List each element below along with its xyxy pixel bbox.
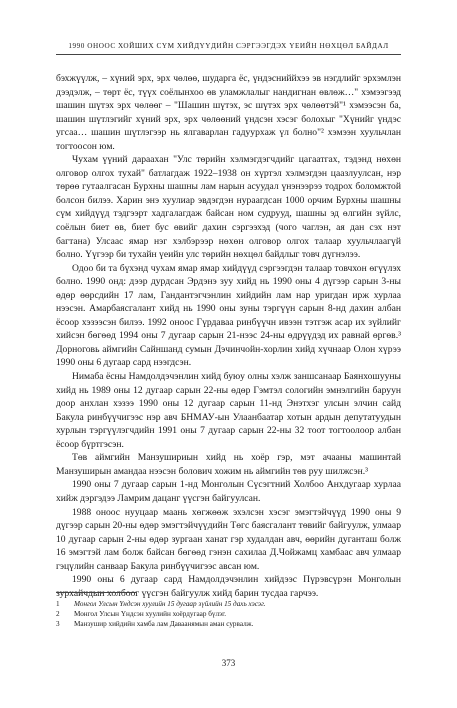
footnote	[56, 610, 401, 620]
paragraph: 1990 оны 6 дугаар сард Намдолдэчэнлин хийдээс Пүрэвсүрэн Монголын зурхайчдын холбоог үүсгэн байгуулж хийд барин тусдаа гарчээ.	[56, 574, 401, 599]
footnote-number: 3	[56, 619, 60, 628]
footnote-number: 2	[56, 609, 60, 618]
footnote	[56, 620, 401, 630]
footnote-text: Манзушир хийдийн хамба лам Даваанямын аман сурвалж.	[74, 619, 254, 628]
paragraph: 1990 оны 7 дугаар сарын 1-нд Монголын Сүсэгтний Холбоо Анхдугаар хурлаа хийж дэргэдээ Ламрим дацанг үүсгэн байгуулсан.	[56, 479, 401, 504]
header-rule	[56, 54, 401, 55]
footnote-text: Монгол Улсын Үндсэн хуулийн 15 дугаар зүйлийн 15 дахь хэсэг.	[74, 600, 266, 608]
page-number: 373	[221, 658, 236, 668]
paragraph: Чухам үүний дараахан "Улс төрийн хэлмэгдэгчдийг цагаатгах, тэдэнд нөхөн олговор олгох тухай" батлагдаж 1922–1938 он хүртэл хэлмэгдэн цаазлуулсан, нэр төрөө гутаалгасан Бурхны шашны лам нарын асуудал үнэнээрээ тодрох боломжтой болсон билээ. Харин энэ хуулиар эвдэгдэн нураагдсан 1000 орчим Бурхны шашны сүм хийдүүд тэдгээрт хадгалагдаж байсан ном судрууд, шашны эд өлгийн зүйлс, соёлын биет өв, биет бус өвийг дахин сэргээхэд (чого чаглэн, ая дан сэх нэт багтана) Улсаас ямар нэг хэлбэрээр нөхөн олговор олгох талаар хуульчлаагүй болно. Үүгээр би тухайн үеийн улс төрийн нөхцөл байдлыг товч дүгнэлээ.	[56, 154, 401, 261]
footnote-rule	[56, 592, 136, 593]
paragraph-continuation: бэхжүүлж, – хүний эрх, эрх чөлөө, шударга ёс, үндэсниййхээ эв нэгдлийг эрхэмлэн дээдэлж, – төрт ёс, түүх соёлынхоо өв уламжлалыг нандигнан өвлөж…" хэмээгээд шашин шүтэх эрх чөлөөг – "Шашин шүтэх, эс шүтэх эрх чөлөөтэй"¹ хэмээсэн ба, шашин шүтлэгийг хүний эрх, эрх чөлөөний үндсэн хэсэг болохыг "Хүнийг үндэс угсаа… шашин шүтлэгээр нь ялгаварлан гадуурхаж үл болно"² хэмээн хуульчлан тогтоосон юм.	[56, 73, 401, 152]
footnote-text: Монгол Улсын Үндсэн хуулийн хоёрдугаар бүлэг.	[74, 609, 227, 618]
running-header: 1990 ОНООС ХОЙШИХ СҮМ ХИЙДҮҮДИЙН СЭРГЭЭГДЭХ ҮЕИЙН НӨХЦӨЛ БАЙДАЛ	[68, 42, 389, 50]
footnotes	[56, 600, 401, 629]
paragraph: Нимаба ёсны Намдолдэчэнлин хийд буюу олны хэлж заншсанаар Баянхошууны хийд нь 1989 оны 12 дугаар сарын 22-ны өдөр Гэмтэл сологийн эмнэлгийн баруун доор анхлан хэзээ 1990 оны 12 дугаар сарын 11-нд Энэтхэг улсын элчин сайд Бакула ринбүүчигээс нэр авч БНМАУ-ын Улаанбаатар хотын ардын депутатуудын хурлын тэргүүлэгчдийн 1991 оны 7 дугаар сарын 22-ны 32 тоот тогтоолоор албан ёсоор бүртгэсэн.	[56, 371, 401, 450]
paragraph: Төв аймгийн Манзушириын хийд нь хоёр гэр, мэт ачааны машинтай Манзуширын амандаа нээсэн болович хожим нь аймгийн төв руу шилжсэн.³	[56, 452, 401, 477]
footnote-number: 1	[56, 600, 60, 608]
footnote	[56, 600, 401, 610]
paragraph: Одоо би та бүхэнд чухам ямар ямар хийдүүд сэргээгдэн талаар товчхон өгүүлэх болно. 1990 онд: дээр дурдсан Эрдэнэ зуу хийд нь 1990 оны 4 дүгээр сарын 3-ны өдөр өөрсдийн 17 лам, Гандантэгчэнлин хийдийн лам нар уригдан ирж хурлаа нээсэн. Амарбаясгалант хийд нь 1990 оны зуны тэргүүн сарын 8-нд дахин албан ёсоор хэзээсэн билээ. 1992 оноос Гүрдаваа ринбүүчн ивээн тэтгэж асар их зүйлийг хийсэн бөгөөд 1994 оны 7 дугаар сарын 21-нээс 24-ны өдрүүдэд их равнай өргөв.³ Дорноговь аймгийн Сайншанд сумын Дэчинчойн-хорлин хийд хүчнаар Олон хүрээ 1990 оны 6 дугаар сард нээгдсэн.	[56, 262, 401, 369]
main-text	[56, 72, 401, 600]
paragraph: 1988 оноос нууцаар маань хөгжөөж эхэлсэн хэсэг эмэгтэйчүүд 1990 оны 9 дүгээр сарын 20-ны өдөр эмэгтэйчүүдийн Төгс баясгалант төвийг байгуулж, улмаар 10 дугаар сарын 2-ны өдөр зургаан ханат гэр худалдан авч, өөрийн дуганташ болж 16 эмэгтэй лам болж байсан бөгөөд гэнэн сахилаа Д.Чойжамц хамбаас авч улмаар гэцүлийн санваар Бакула ринбүүчигээс авсан юм.	[56, 506, 401, 572]
